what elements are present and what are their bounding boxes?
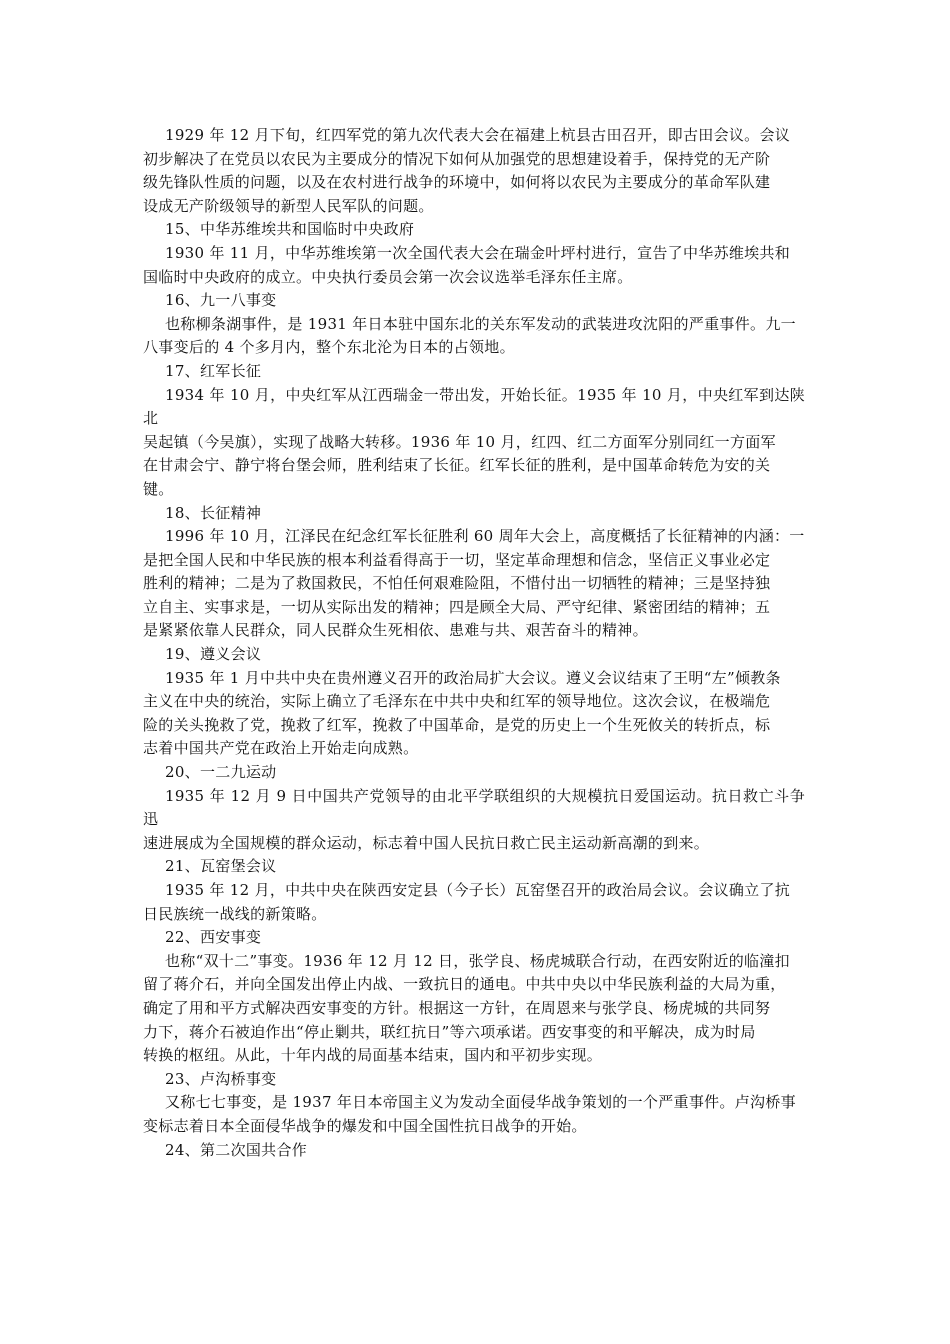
section-heading-15: 15、中华苏维埃共和国临时中央政府	[165, 220, 415, 239]
paragraph-long-march-spirit: 1996 年 10 月，江泽民在纪念红军长征胜利 60 周年大会上，高度概括了长征精神的内涵：一 是把全国人民和中华民族的根本利益看得高于一切，坚定革命理想和信念，坚信正义事业必定 胜利的精神；二是为了救国救民，不怕任何艰难险阻，不惜付出一切牺牲的精神；三是坚持独 立自主、实事求是，一切从实际出发的精神；四是顾全大局、严守纪律、紧密团结的精神；五 是紧紧依靠人民群众，同人民群众生死相依、患难与共、艰苦奋斗的精神。	[143, 527, 805, 640]
paragraph-december-9-movement: 1935 年 12 月 9 日中国共产党领导的由北平学联组织的大规模抗日爱国运动。抗日救亡斗争迅 速进展成为全国规模的群众运动，标志着中国人民抗日救亡民主运动新高潮的到来。	[143, 786, 805, 852]
section-heading-23: 23、卢沟桥事变	[165, 1069, 277, 1088]
section-heading-16: 16、九一八事变	[165, 291, 277, 310]
section-heading-20: 20、一二九运动	[165, 763, 277, 782]
paragraph-long-march: 1934 年 10 月，中央红军从江西瑞金一带出发，开始长征。1935 年 10 月，中央红军到达陕北 吴起镇（今吴旗），实现了战略大转移。1936 年 10 月，红四、红二方面军分别同红一方面军 在甘肃会宁、静宁将台堡会师，胜利结束了长征。红军长征的胜利，是中国革命转危为安的关 键。	[143, 385, 805, 498]
section-heading-21: 21、瓦窑堡会议	[165, 857, 277, 876]
paragraph-gutian-meeting: 1929 年 12 月下旬，红四军党的第九次代表大会在福建上杭县古田召开，即古田会议。会议 初步解决了在党员以农民为主要成分的情况下如何从加强党的思想建设着手，保持党的无产阶 级先锋队性质的问题，以及在农村进行战争的环境中，如何将以农民为主要成分的革命军队建 设成无产阶级领导的新型人民军队的问题。	[143, 126, 791, 215]
section-heading-19: 19、遵义会议	[165, 645, 262, 664]
paragraph-zunyi-meeting: 1935 年 1 月中共中央在贵州遵义召开的政治局扩大会议。遵义会议结束了王明“左”倾教条 主义在中央的统治，实际上确立了毛泽东在中共中央和红军的领导地位。这次会议，在极端危 险的关头挽救了党，挽救了红军，挽救了中国革命，是党的历史上一个生死攸关的转折点，标 志着中国共产党在政治上开始走向成熟。	[143, 668, 781, 758]
section-heading-17: 17、红军长征	[165, 361, 262, 380]
document-page	[143, 124, 805, 1162]
paragraph-marco-polo-bridge: 又称七七事变，是 1937 年日本帝国主义为发动全面侵华战争策划的一个严重事件。卢沟桥事 变标志着日本全面侵华战争的爆发和中国全国性抗日战争的开始。	[143, 1093, 796, 1135]
paragraph-soviet-government: 1930 年 11 月，中华苏维埃第一次全国代表大会在瑞金叶坪村进行，宣告了中华苏维埃共和 国临时中央政府的成立。中央执行委员会第一次会议选举毛泽东任主席。	[143, 243, 791, 286]
section-heading-22: 22、西安事变	[165, 928, 262, 947]
paragraph-xian-incident: 也称“双十二”事变。1936 年 12 月 12 日，张学良、杨虎城联合行动，在西安附近的临潼扣 留了蒋介石，并向全国发出停止内战、一致抗日的通电。中共中央以中华民族利益的大局为重， 确定了用和平方式解决西安事变的方针。根据这一方针，在周恩来与张学良、杨虎城的共同努 力下，蒋介石被迫作出“停止剿共，联红抗日”等六项承诺。西安事变的和平解决，成为时局 转换的枢纽。从此，十年内战的局面基本结束，国内和平初步实现。	[143, 951, 790, 1065]
paragraph-wayaobao-meeting: 1935 年 12 月，中共中央在陕西安定县（今子长）瓦窑堡召开的政治局会议。会议确立了抗 日民族统一战线的新策略。	[143, 881, 791, 923]
section-heading-24: 24、第二次国共合作	[165, 1140, 308, 1159]
paragraph-mukden-incident: 也称柳条湖事件，是 1931 年日本驻中国东北的关东军发动的武装进攻沈阳的严重事件。九一 八事变后的 4 个多月内，整个东北沦为日本的占领地。	[143, 314, 796, 357]
section-heading-18: 18、长征精神	[165, 503, 262, 522]
